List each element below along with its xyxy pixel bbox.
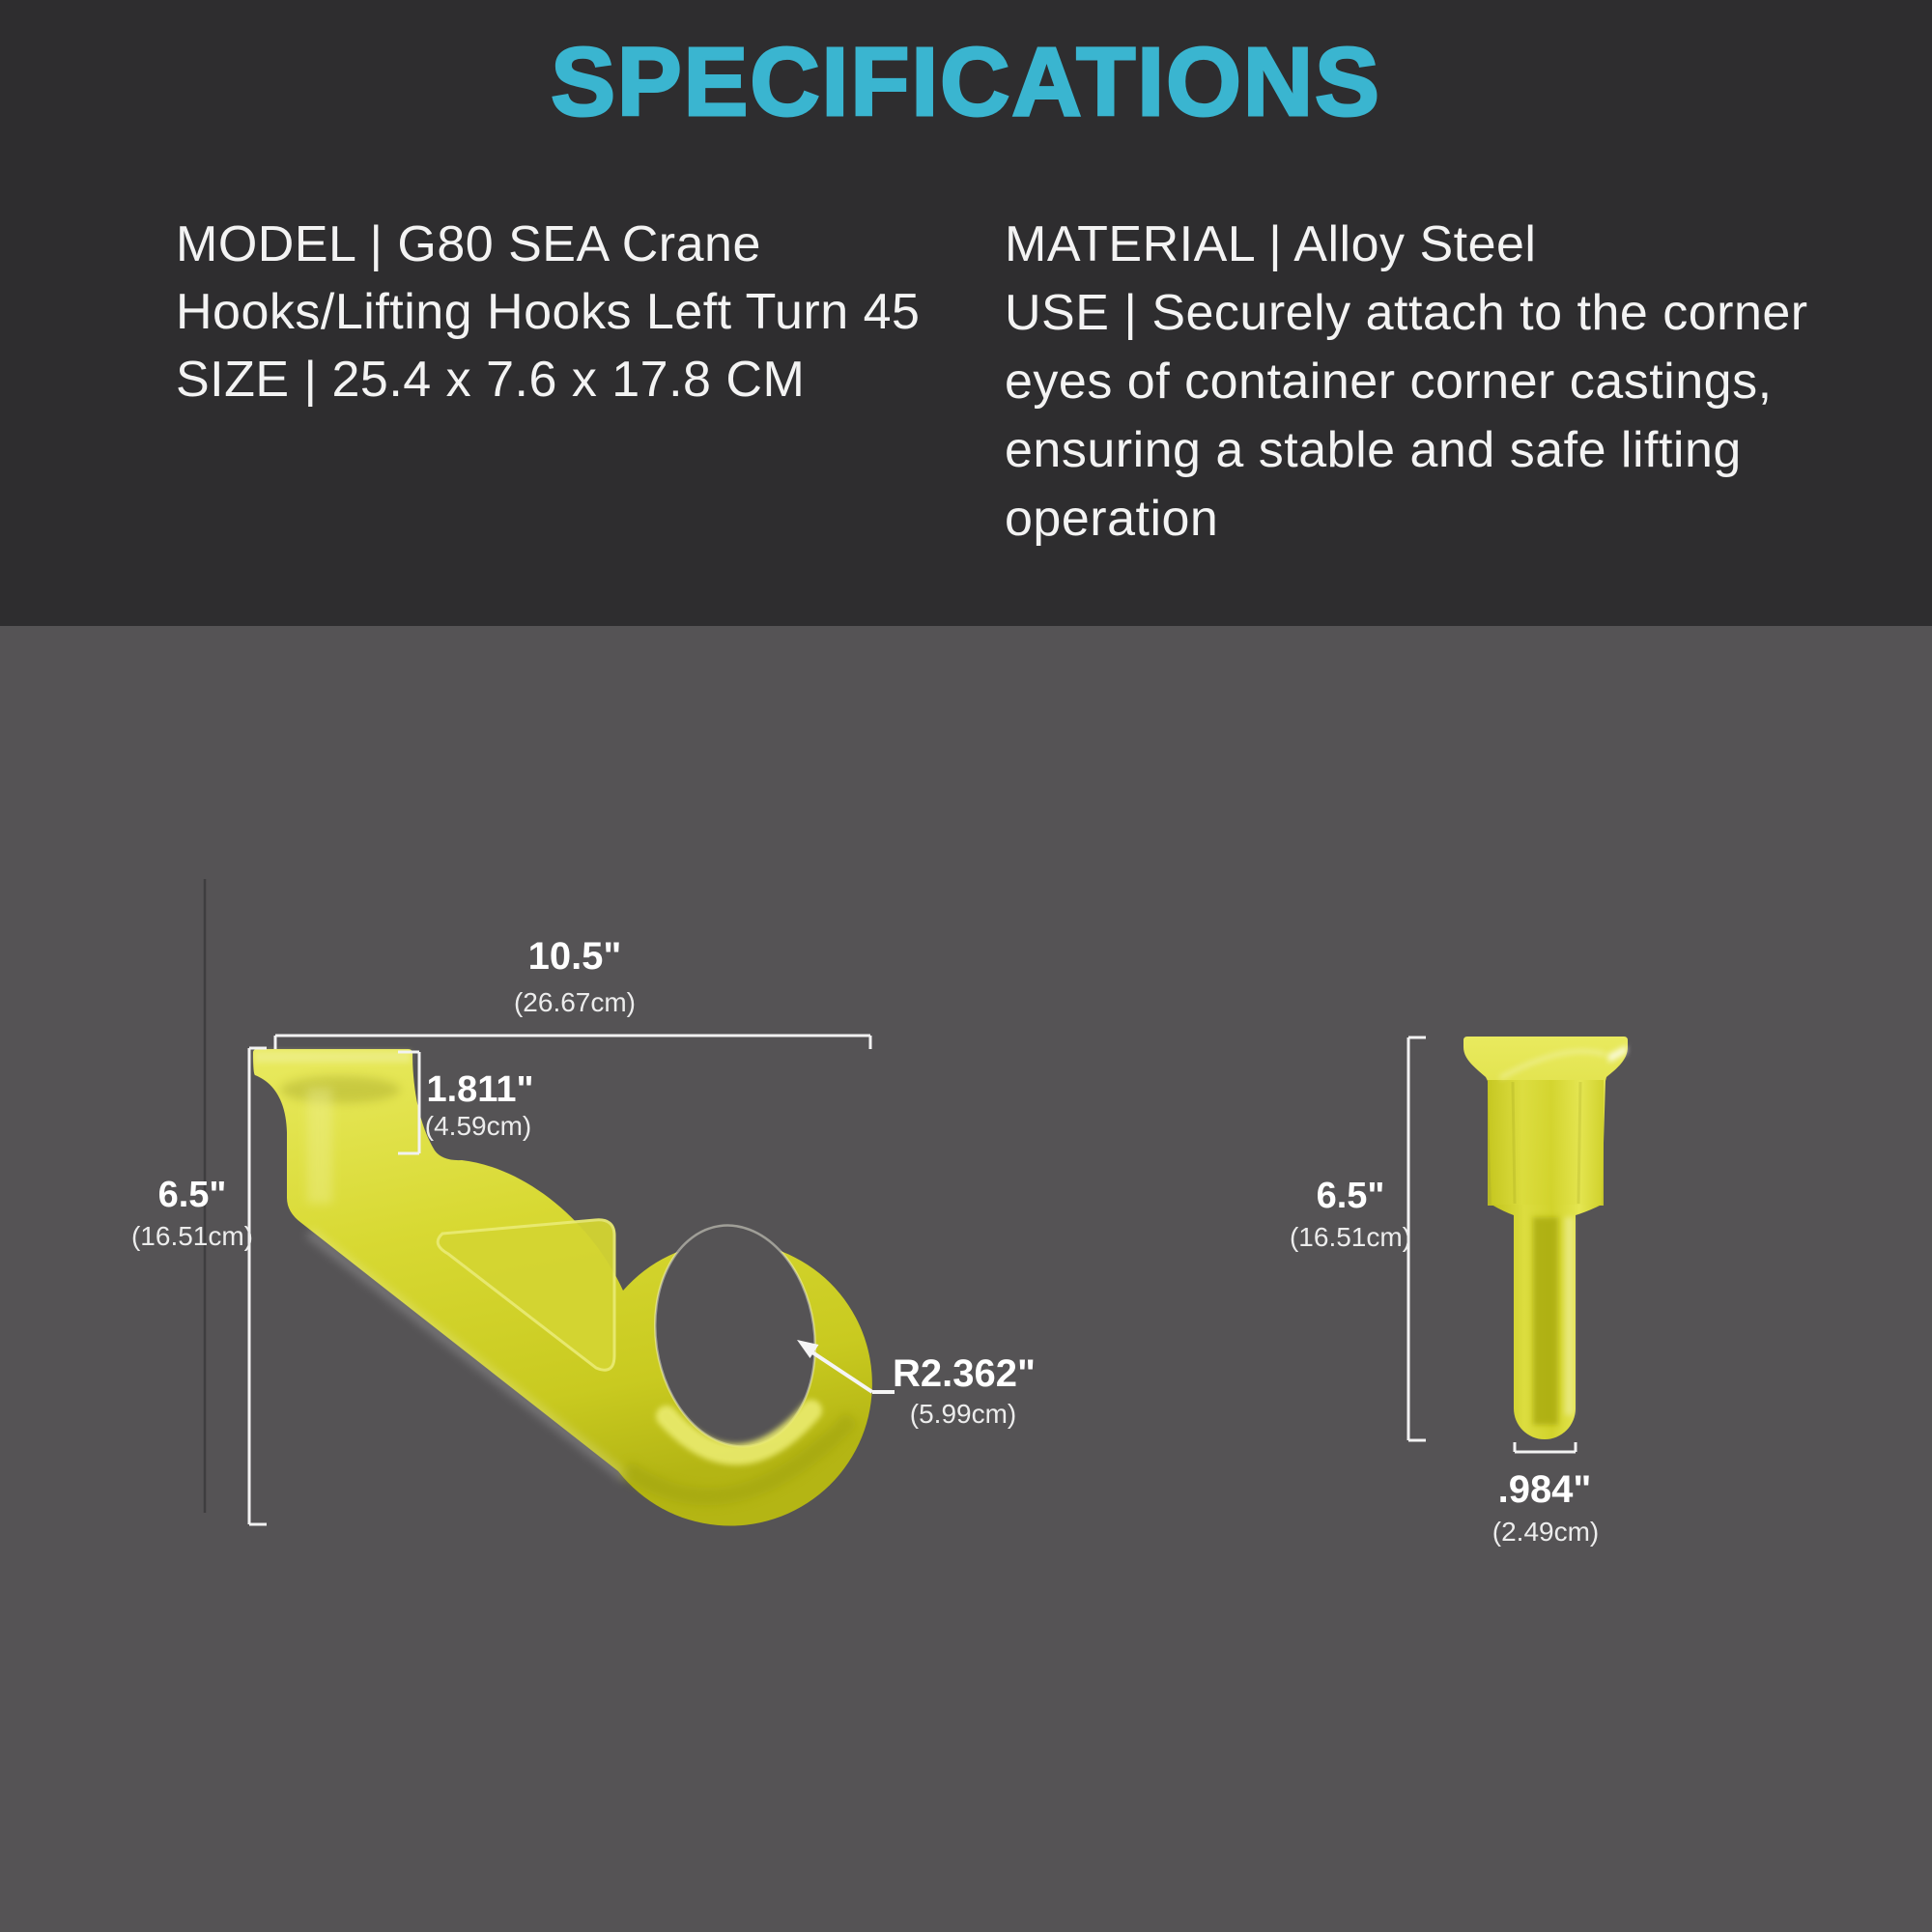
dim-pin-diameter-cm: (2.49cm)	[1492, 1517, 1600, 1547]
technical-drawing	[0, 626, 1932, 1932]
dim-notch-in: 1.811"	[426, 1069, 534, 1110]
dim-eye-radius-cm: (5.99cm)	[909, 1399, 1017, 1429]
spec-line-size: SIZE | 25.4 x 7.6 x 17.8 CM	[176, 352, 806, 408]
dim-front-height	[249, 1048, 267, 1524]
dim-front-width-cm: (26.67cm)	[513, 987, 637, 1017]
hook-side-view	[1463, 1037, 1628, 1439]
dim-eye-radius-in: R2.362"	[893, 1352, 1036, 1395]
dim-front-width	[275, 1036, 870, 1049]
spec-column-left	[176, 211, 920, 413]
spec-line-use-1: USE | Securely attach to the corner	[1005, 285, 1808, 341]
dim-side-height-cm: (16.51cm)	[1289, 1222, 1412, 1252]
spec-line-use-2: eyes of container corner castings,	[1005, 354, 1773, 410]
header	[0, 0, 1932, 626]
dim-front-width-in: 10.5"	[527, 935, 622, 978]
spec-line-model-2: Hooks/Lifting Hooks Left Turn 45	[176, 284, 921, 340]
hook-column-highlight	[307, 1088, 332, 1204]
pin-cap-facet-left	[1513, 1082, 1515, 1204]
spec-line-material: MATERIAL | Alloy Steel	[1005, 216, 1537, 272]
dim-pin-diameter-in: .984"	[1497, 1468, 1592, 1511]
spec-column-right	[1005, 211, 1808, 554]
hook-flange-highlight	[255, 1051, 411, 1063]
pin-cap-shade	[1488, 1080, 1604, 1206]
dim-front-height-cm: (16.51cm)	[130, 1221, 254, 1251]
hook-flange-shadow	[280, 1076, 400, 1103]
dim-front-height-in: 6.5"	[157, 1175, 227, 1215]
spec-line-use-3: ensuring a stable and safe lifting	[1005, 422, 1742, 478]
hook-front-view	[253, 1049, 872, 1526]
spec-line-use-4: operation	[1005, 491, 1219, 547]
dim-pin-diameter	[1515, 1442, 1576, 1452]
pin-shaft-rim-light	[1565, 1217, 1574, 1415]
page-title: SPECIFICATIONS	[551, 28, 1381, 136]
dim-side-height-in: 6.5"	[1316, 1176, 1385, 1216]
dim-notch-cm: (4.59cm)	[424, 1111, 532, 1141]
pin-cap-facet-right	[1578, 1082, 1580, 1204]
spec-line-model: MODEL | G80 SEA Crane	[176, 216, 761, 272]
pin-shaft-core	[1533, 1217, 1558, 1425]
